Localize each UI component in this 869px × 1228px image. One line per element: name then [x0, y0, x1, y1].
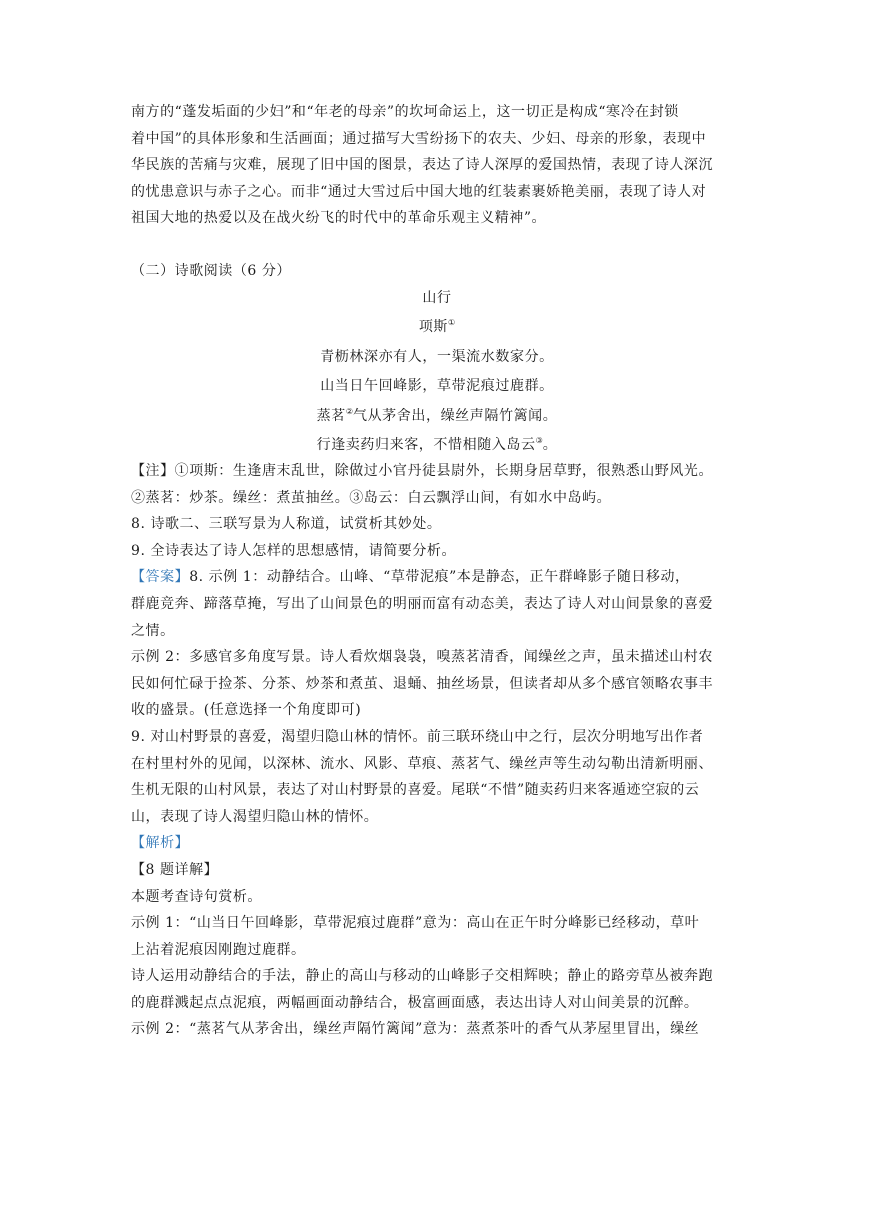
answer-line: 生机无限的山村风景，表达了对山村野景的喜爱。尾联“不惜”随卖药归来客遁迹空寂的云 [131, 782, 700, 799]
answer-line: 收的盛景。(任意选择一个角度即可) [131, 702, 362, 719]
section-title: （二）诗歌阅读（6 分） [131, 263, 291, 279]
answer-line: 之情。 [131, 622, 175, 639]
intro-line: 着中国”的具体形象和生活画面；通过描写大雪纷扬下的农夫、少妇、母亲的形象，表现中 [131, 130, 707, 147]
analysis-line: 示例 1：“山当日午回峰影，草带泥痕过鹿群”意为：高山在正午时分峰影已经移动，草叶 [131, 915, 700, 932]
poem-line-part: 行逢卖药归来客，不惜相随入岛云 [316, 437, 536, 454]
answer-line: 山，表现了诗人渴望归隐山林的情怀。 [131, 808, 379, 825]
note-line: ②蒸茗：炒茶。缲丝：煮茧抽丝。③岛云：白云飘浮山间，有如水中岛屿。 [131, 489, 612, 506]
intro-line: 的忧患意识与赤子之心。而非“通过大雪过后中国大地的红装素裹娇艳美丽，表现了诗人对 [131, 183, 707, 200]
analysis-line: 示例 2：“蒸茗气从茅舍出，缲丝声隔竹篱闻”意为：蒸煮茶叶的香气从茅屋里冒出，缲丝 [131, 1021, 700, 1038]
poem-author-name: 项斯 [418, 319, 449, 336]
note-mark: ③ [535, 436, 543, 446]
analysis-label: 【解析】 [131, 835, 190, 852]
poem-line-part: 。 [542, 437, 558, 454]
analysis-line: 上沾着泥痕因刚跑过鹿群。 [131, 941, 306, 958]
poem-line-part: 蒸茗 [316, 407, 346, 424]
note-mark: ② [345, 406, 353, 416]
poem-line [131, 402, 743, 431]
question: 9. 全诗表达了诗人怎样的思想感情，请简要分析。 [131, 542, 457, 559]
answer-text: 8. 示例 1：动静结合。山峰、“草带泥痕”本是静态，正午群峰影子随日移动， [189, 569, 690, 586]
answer-line: 群鹿竞奔、蹄落草掩，写出了山间景色的明丽而富有动态美，表达了诗人对山间景象的喜爱 [131, 595, 713, 612]
intro-paragraph [131, 99, 743, 232]
answer-first-line [131, 564, 743, 591]
section-heading [131, 258, 743, 285]
poem-line: 青枥林深亦有人，一渠流水数家分。 [320, 348, 554, 365]
poem-line [131, 431, 743, 460]
answer-line: 9. 对山村野景的喜爱，渴望归隐山林的情怀。前三联环绕山中之行，层次分明地写出作者 [131, 728, 704, 745]
analysis-line: 【8 题详解】 [131, 861, 219, 878]
poem-line: 山当日午回峰影，草带泥痕过鹿群。 [320, 378, 554, 395]
answer-line: 在村里村外的见闻，以深林、流水、风影、草痕、蒸茗气、缲丝声等生动勾勒出清新明丽、 [131, 755, 713, 772]
analysis-line: 本题考查诗句赏析。 [131, 888, 262, 905]
questions-and-answers [131, 458, 743, 1043]
answer-label: 【答案】 [131, 569, 190, 586]
answer-line: 民如何忙碌于捡茶、分茶、炒茶和煮茧、退蛹、抽丝场景，但读者却从多个感官领略农事丰 [131, 675, 713, 692]
analysis-line: 的鹿群溅起点点泥痕，两幅画面动静结合，极富画面感，表达出诗人对山间美景的沉醉。 [131, 994, 699, 1011]
note-line: 【注】①项斯：生逢唐末乱世，除做过小官丹徒县尉外，长期身居草野，很熟悉山野风光。 [131, 463, 713, 479]
intro-line: 华民族的苦痛与灾难，展现了旧中国的图景，表达了诗人深厚的爱国热情，表现了诗人深沉 [131, 157, 713, 174]
poem-title: 山行 [422, 290, 452, 306]
poem-author [131, 313, 743, 342]
poem-line-part: 气从茅舍出，缲丝声隔竹篱闻。 [352, 407, 558, 424]
intro-line: 南方的“蓬发垢面的少妇”和“年老的母亲”的坎坷命运上，这一切正是构成“寒冷在封锁 [131, 104, 679, 120]
poem [131, 284, 743, 460]
question: 8. 诗歌二、三联写景为人称道，试赏析其妙处。 [131, 516, 442, 533]
analysis-line: 诗人运用动静结合的手法，静止的高山与移动的山峰影子交相辉映；静止的路旁草丛被奔跑 [131, 968, 713, 985]
note-mark: ① [448, 318, 456, 328]
intro-line: 祖国大地的热爱以及在战火纷飞的时代中的革命乐观主义精神”。 [131, 210, 547, 227]
answer-line: 示例 2：多感官多角度写景。诗人看炊烟袅袅，嗅蒸茗清香，闻缲丝之声，虽未描述山村农 [131, 649, 713, 666]
